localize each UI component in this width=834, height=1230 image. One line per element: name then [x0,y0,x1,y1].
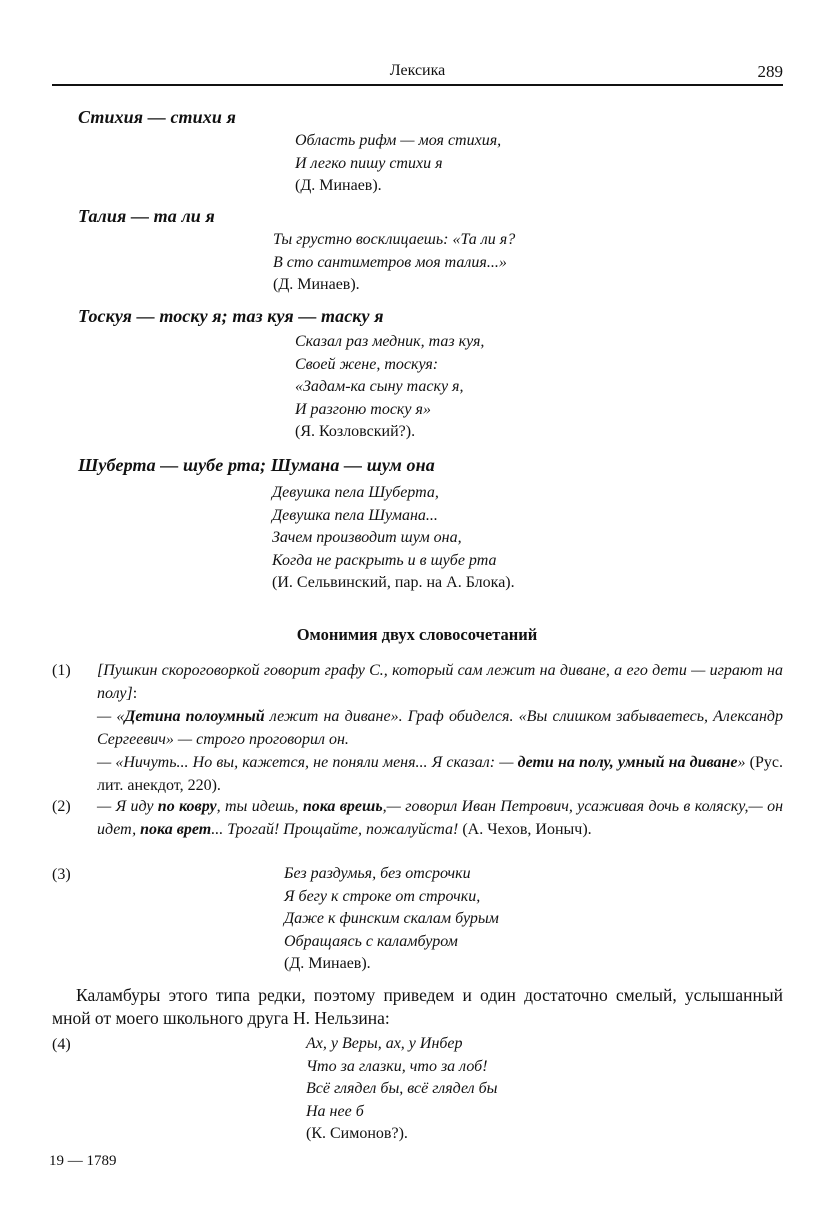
verse-line: «Задам-ка сыну таску я, [295,378,464,395]
running-title: Лексика [389,62,446,79]
example-text-segment: — « [97,708,125,725]
verse-line: Область рифм — моя стихия, [295,132,502,149]
emphasis-phrase [140,821,211,838]
page-header [52,60,783,86]
verse-quote [295,130,501,198]
entry-heading: Талия — та ли я [78,206,215,226]
verse-line: Что за глазки, что за лоб! [306,1057,488,1075]
example-text-segment: — «Ничуть... Но вы, кажется, не поняли меня... Я сказал: — [97,754,518,771]
example-number: (1) [52,662,71,679]
example-text-segment: [Пушкин скороговоркой говорит графу С., который сам лежит на диване, а его дети — играют на полу] [97,662,783,702]
example-item [52,659,783,797]
emphasis-text: пока врешь [302,798,383,815]
example-text-segment: : [132,685,138,702]
example-text [97,795,783,841]
example-text-segment: — Я иду [97,798,158,815]
emphasis-phrase [158,798,217,815]
example-text [97,659,783,797]
verse-attribution: (Я. Козловский?). [295,423,416,440]
example-text-segment: лежит на диване». Граф обиделся. «Вы слишком забываетесь, Александр Сергеевич» — строго проговорил он. [97,708,783,748]
verse-attribution: (Д. Минаев). [284,955,371,972]
verse-line: Своей жене, тоскуя: [295,355,439,373]
verse-line: Девушка пела Шуберта, [272,484,439,501]
example-text-segment: (Рус. лит. анекдот, 220). [97,754,784,794]
verse-line: Ты грустно восклицаешь: «Та ли я? [273,231,516,248]
example-text-segment: ... Трогай! Прощайте, пожалуйста! [211,821,459,838]
example-item [52,795,783,841]
emphasis-phrase [124,708,264,725]
verse-line: Всё глядел бы, всё глядел бы [306,1080,498,1097]
emphasis-text: пока врет [140,821,212,838]
verse-line: Даже к финским скалам бурым [284,910,499,927]
verse-line: Ах, у Веры, ах, у Инбер [306,1035,463,1052]
verse-line: И легко пишу стихи я [295,154,443,172]
page-number: 289 [757,62,783,81]
example-number: (2) [52,798,71,815]
verse-quote [295,331,484,444]
entry-heading: Тоскуя — тоску я; таз куя — таску я [78,306,384,326]
example-number: (4) [52,1036,71,1053]
body-paragraph: Каламбуры этого типа редки, поэтому приведем и один достаточно смелый, услышанный мной от моего школьного друга Н. Нельзина: [52,985,783,1028]
example-number: (3) [52,866,71,883]
verse-quote [273,229,515,297]
verse-line: Зачем производит шум она, [272,529,462,546]
emphasis-text: по ковру [157,798,217,815]
verse-line: Без раздумья, без отсрочки [284,865,471,882]
emphasis-phrase [303,798,383,815]
verse-line: Когда не раскрыть и в шубе рта [272,551,497,569]
verse-attribution: (Д. Минаев). [273,276,360,293]
example-text-segment: ,— говорил Иван Петрович, усаживая дочь в коляску,— он идет, [97,798,784,838]
example-text-segment: » [737,754,746,771]
section-title: Омонимия двух словосочетаний [296,625,538,644]
emphasis-text: Детина полоумный [124,708,265,725]
verse-line: Сказал раз медник, таз куя, [295,333,485,350]
verse-attribution: (К. Симонов?). [306,1125,408,1142]
emphasis-text: дети на полу, умный на диване [517,754,738,771]
verse-line: В сто сантиметров моя талия...» [273,253,507,271]
verse-line: Обращаясь с каламбуром [284,932,458,950]
verse-line: Я бегу к строке от строчки, [284,887,481,905]
verse-line: И разгоню тоску я» [295,400,431,418]
emphasis-phrase [518,754,738,771]
printer-signature: 19 — 1789 [49,1153,117,1169]
entry-heading: Стихия — стихи я [78,107,236,127]
verse-attribution: (Д. Минаев). [295,177,382,194]
verse-quote [306,1033,498,1146]
verse-quote [272,482,515,595]
verse-line: Девушка пела Шумана... [272,506,438,524]
example-text-segment: (А. Чехов, Ионыч). [458,821,592,838]
verse-quote [284,863,499,976]
verse-attribution: (И. Сельвинский, пар. на А. Блока). [272,574,515,591]
example-text-segment: , ты идешь, [216,798,303,815]
entry-heading: Шуберта — шубе рта; Шумана — шум она [78,455,435,475]
verse-line: На нее б [306,1102,364,1120]
